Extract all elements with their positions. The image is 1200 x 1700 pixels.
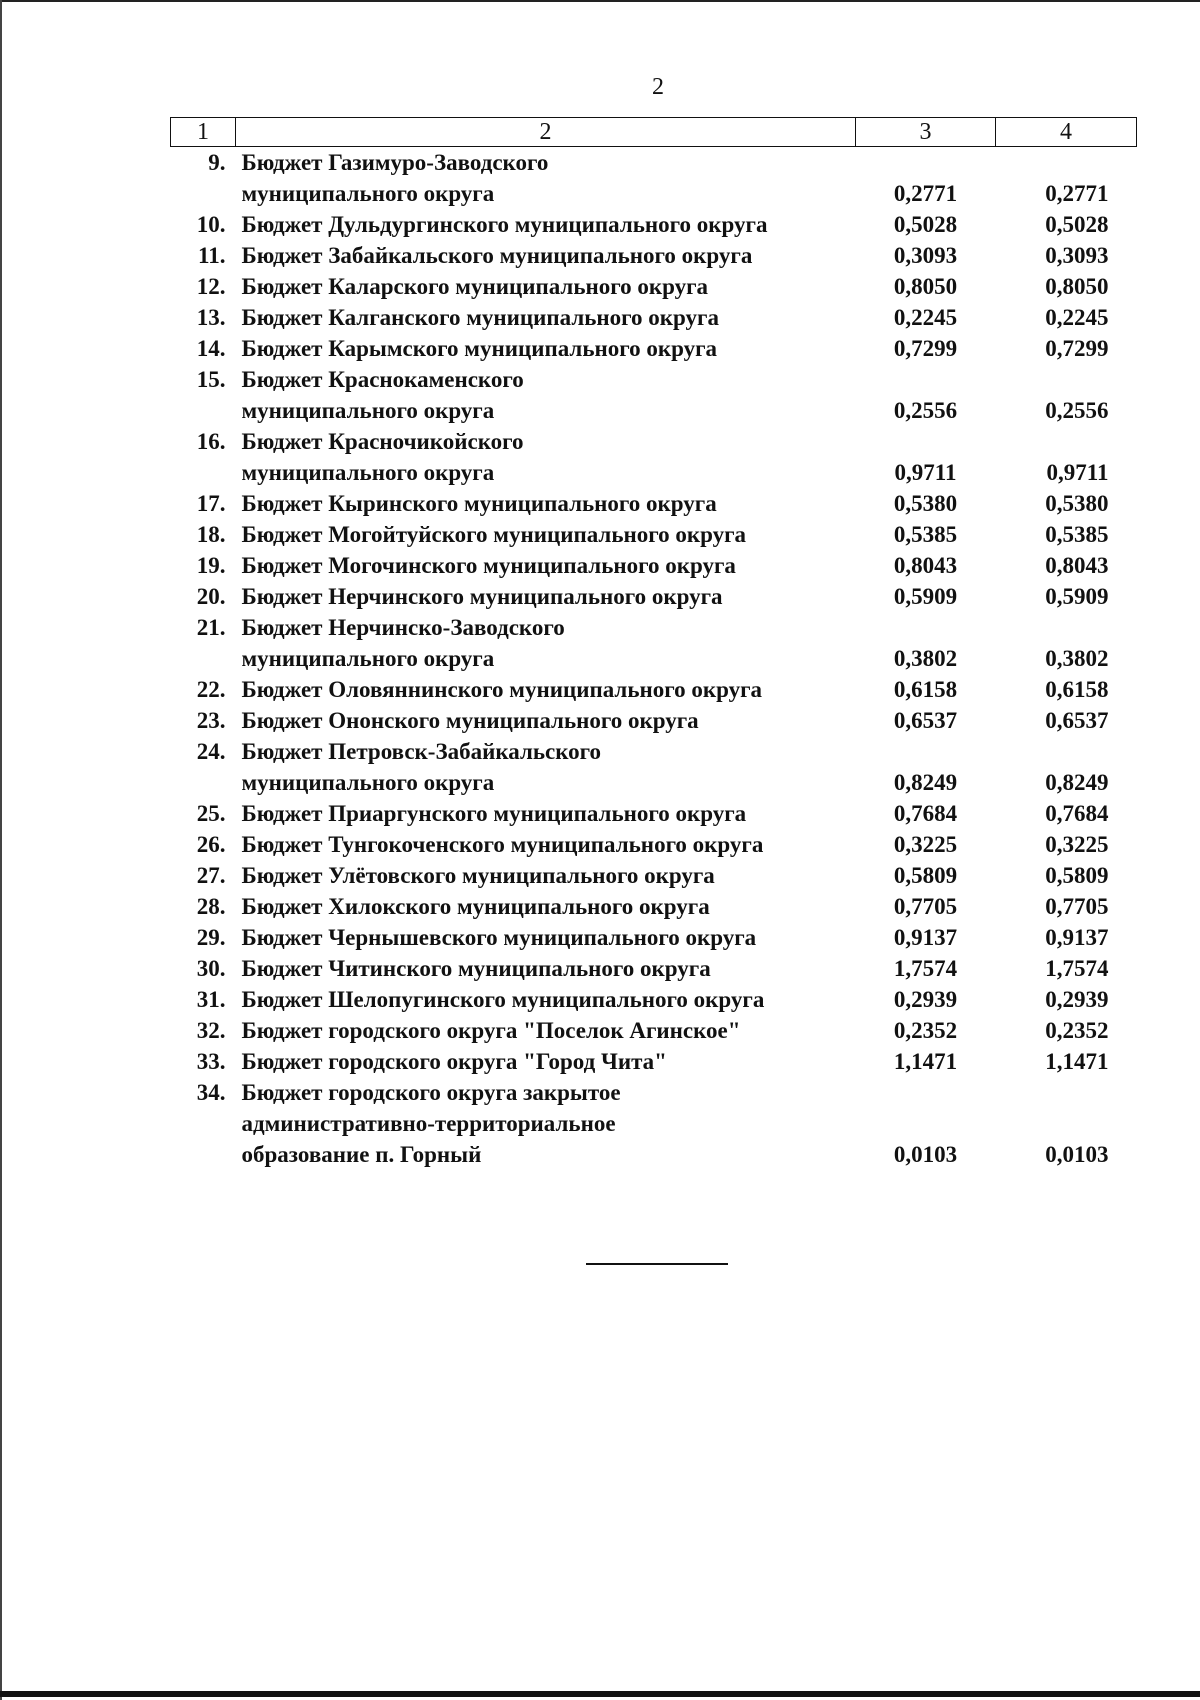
row-number: 23. (196, 708, 226, 733)
value-column-4: 0,6158 (1045, 677, 1109, 702)
budget-name: Бюджет городского округа закрытое административно-территориальное образование п. Горный (241, 1080, 621, 1167)
budget-name: Бюджет Приаргунского муниципального округа (241, 801, 747, 826)
table-row (171, 953, 1137, 984)
value-column-3: 0,2352 (893, 1018, 958, 1043)
value-column-3: 1,7574 (893, 956, 958, 981)
budget-name: Бюджет Чернышевского муниципального округа (241, 925, 757, 950)
value-column-3: 0,2245 (893, 305, 958, 330)
column-header-1: 1 (171, 118, 236, 147)
table-row (171, 1077, 1137, 1170)
budget-name: Бюджет Могочинского муниципального округа (241, 553, 736, 578)
value-column-4: 0,7299 (1045, 336, 1109, 361)
budget-name: Бюджет Забайкальского муниципального округа (241, 243, 753, 268)
value-column-3: 0,5028 (893, 212, 958, 237)
value-column-4: 0,8043 (1045, 553, 1109, 578)
row-number: 24. (196, 739, 226, 764)
row-number: 10. (196, 212, 226, 237)
row-number: 15. (196, 367, 226, 392)
value-column-4: 0,8050 (1045, 274, 1109, 299)
value-column-4: 0,5028 (1045, 212, 1109, 237)
value-column-4: 0,5380 (1045, 491, 1109, 516)
value-column-3: 0,2556 (893, 398, 958, 423)
value-column-3: 0,6537 (893, 708, 958, 733)
table-row (171, 271, 1137, 302)
budget-table (170, 117, 1137, 1170)
value-column-3: 0,5809 (893, 863, 958, 888)
table-row (171, 426, 1137, 488)
page-number: 2 (652, 74, 664, 100)
table-row (171, 333, 1137, 364)
row-number: 33. (196, 1049, 226, 1074)
end-divider (586, 1263, 728, 1265)
value-column-3: 0,8050 (893, 274, 958, 299)
table-row (171, 364, 1137, 426)
value-column-3: 0,7299 (893, 336, 958, 361)
row-number: 9. (208, 150, 226, 175)
budget-name: Бюджет Калганского муниципального округа (241, 305, 719, 330)
value-column-3: 0,9137 (893, 925, 958, 950)
value-column-4: 0,9711 (1046, 460, 1109, 485)
budget-name: Бюджет Улётовского муниципального округа (241, 863, 715, 888)
value-column-3: 0,5385 (893, 522, 958, 547)
scan-edge-top (0, 0, 1200, 2)
value-column-3: 0,9711 (894, 460, 957, 485)
budget-name: Бюджет Нерчинско-Заводского муниципального округа (241, 615, 565, 671)
table-row (171, 860, 1137, 891)
budget-name: Бюджет Читинского муниципального округа (241, 956, 711, 981)
value-column-3: 0,5380 (893, 491, 958, 516)
budget-name: Бюджет Дульдургинского муниципального округа (241, 212, 768, 237)
value-column-4: 0,6537 (1045, 708, 1109, 733)
table-row (171, 550, 1137, 581)
table-row (171, 302, 1137, 333)
value-column-4: 0,2352 (1045, 1018, 1109, 1043)
value-column-3: 0,8249 (893, 770, 958, 795)
table-row (171, 922, 1137, 953)
table-row (171, 736, 1137, 798)
value-column-4: 0,7705 (1045, 894, 1109, 919)
row-number: 30. (196, 956, 226, 981)
table-row (171, 519, 1137, 550)
row-number: 31. (196, 987, 226, 1012)
value-column-3: 0,3802 (893, 646, 958, 671)
budget-name: Бюджет Краснокаменского муниципального округа (241, 367, 524, 423)
value-column-4: 1,7574 (1045, 956, 1109, 981)
value-column-4: 0,3802 (1045, 646, 1109, 671)
value-column-4: 0,2556 (1045, 398, 1109, 423)
budget-name: Бюджет Тунгокоченского муниципального округа (241, 832, 764, 857)
budget-name: Бюджет Кыринского муниципального округа (241, 491, 717, 516)
budget-name: Бюджет Шелопугинского муниципального округа (241, 987, 765, 1012)
budget-name: Бюджет Газимуро-Заводского муниципального округа (241, 150, 549, 206)
row-number: 25. (196, 801, 226, 826)
row-number: 27. (196, 863, 226, 888)
value-column-4: 0,2245 (1045, 305, 1109, 330)
column-header-3: 3 (856, 118, 996, 147)
table-row (171, 147, 1137, 210)
row-number: 19. (196, 553, 226, 578)
table-row (171, 1046, 1137, 1077)
table-row (171, 240, 1137, 271)
row-number: 21. (196, 615, 226, 640)
row-number: 11. (198, 243, 226, 268)
value-column-4: 0,5909 (1045, 584, 1109, 609)
table-body (171, 147, 1137, 1171)
value-column-3: 0,6158 (893, 677, 958, 702)
row-number: 17. (196, 491, 226, 516)
table-row (171, 705, 1137, 736)
budget-name: Бюджет Оловяннинского муниципального округа (241, 677, 763, 702)
table-row (171, 798, 1137, 829)
table-header-row (171, 118, 1137, 147)
budget-name: Бюджет городского округа "Город Чита" (241, 1049, 667, 1074)
table-row (171, 209, 1137, 240)
budget-name: Бюджет Петровск-Забайкальского муниципального округа (241, 739, 602, 795)
table-row (171, 1015, 1137, 1046)
budget-name: Бюджет Ононского муниципального округа (241, 708, 699, 733)
value-column-3: 0,2771 (893, 181, 958, 206)
value-column-3: 0,8043 (893, 553, 958, 578)
scan-edge-bottom (0, 1691, 1200, 1697)
budget-name: Бюджет Красночикойского муниципального округа (241, 429, 524, 485)
table-row (171, 674, 1137, 705)
value-column-4: 0,8249 (1045, 770, 1109, 795)
table-row (171, 581, 1137, 612)
value-column-4: 0,5809 (1045, 863, 1109, 888)
value-column-4: 1,1471 (1045, 1049, 1109, 1074)
row-number: 32. (196, 1018, 226, 1043)
table-row (171, 612, 1137, 674)
value-column-4: 0,3093 (1045, 243, 1109, 268)
budget-name: Бюджет Карымского муниципального округа (241, 336, 718, 361)
table-row (171, 891, 1137, 922)
row-number: 12. (196, 274, 226, 299)
value-column-4: 0,2939 (1045, 987, 1109, 1012)
value-column-4: 0,7684 (1045, 801, 1109, 826)
value-column-3: 0,5909 (893, 584, 958, 609)
value-column-3: 0,3093 (893, 243, 958, 268)
value-column-3: 0,2939 (893, 987, 958, 1012)
budget-name: Бюджет городского округа "Поселок Агинское" (241, 1018, 741, 1043)
value-column-4: 0,2771 (1045, 181, 1109, 206)
column-header-2: 2 (236, 118, 856, 147)
value-column-4: 0,5385 (1045, 522, 1109, 547)
table-row (171, 488, 1137, 519)
row-number: 16. (196, 429, 226, 454)
value-column-3: 0,7705 (893, 894, 958, 919)
table-row (171, 829, 1137, 860)
value-column-3: 0,7684 (893, 801, 958, 826)
value-column-3: 0,0103 (893, 1142, 958, 1167)
row-number: 34. (196, 1080, 226, 1105)
column-header-4: 4 (996, 118, 1137, 147)
budget-name: Бюджет Нерчинского муниципального округа (241, 584, 723, 609)
row-number: 22. (196, 677, 226, 702)
row-number: 26. (196, 832, 226, 857)
row-number: 28. (196, 894, 226, 919)
row-number: 18. (196, 522, 226, 547)
row-number: 14. (196, 336, 226, 361)
table-row (171, 984, 1137, 1015)
scan-edge-left (0, 0, 2, 1700)
budget-name: Бюджет Каларского муниципального округа (241, 274, 709, 299)
row-number: 29. (196, 925, 226, 950)
row-number: 13. (196, 305, 226, 330)
value-column-3: 1,1471 (893, 1049, 958, 1074)
value-column-4: 0,9137 (1045, 925, 1109, 950)
value-column-4: 0,3225 (1045, 832, 1109, 857)
value-column-3: 0,3225 (893, 832, 958, 857)
row-number: 20. (196, 584, 226, 609)
budget-name: Бюджет Хилокского муниципального округа (241, 894, 710, 919)
value-column-4: 0,0103 (1045, 1142, 1109, 1167)
budget-name: Бюджет Могойтуйского муниципального округа (241, 522, 747, 547)
